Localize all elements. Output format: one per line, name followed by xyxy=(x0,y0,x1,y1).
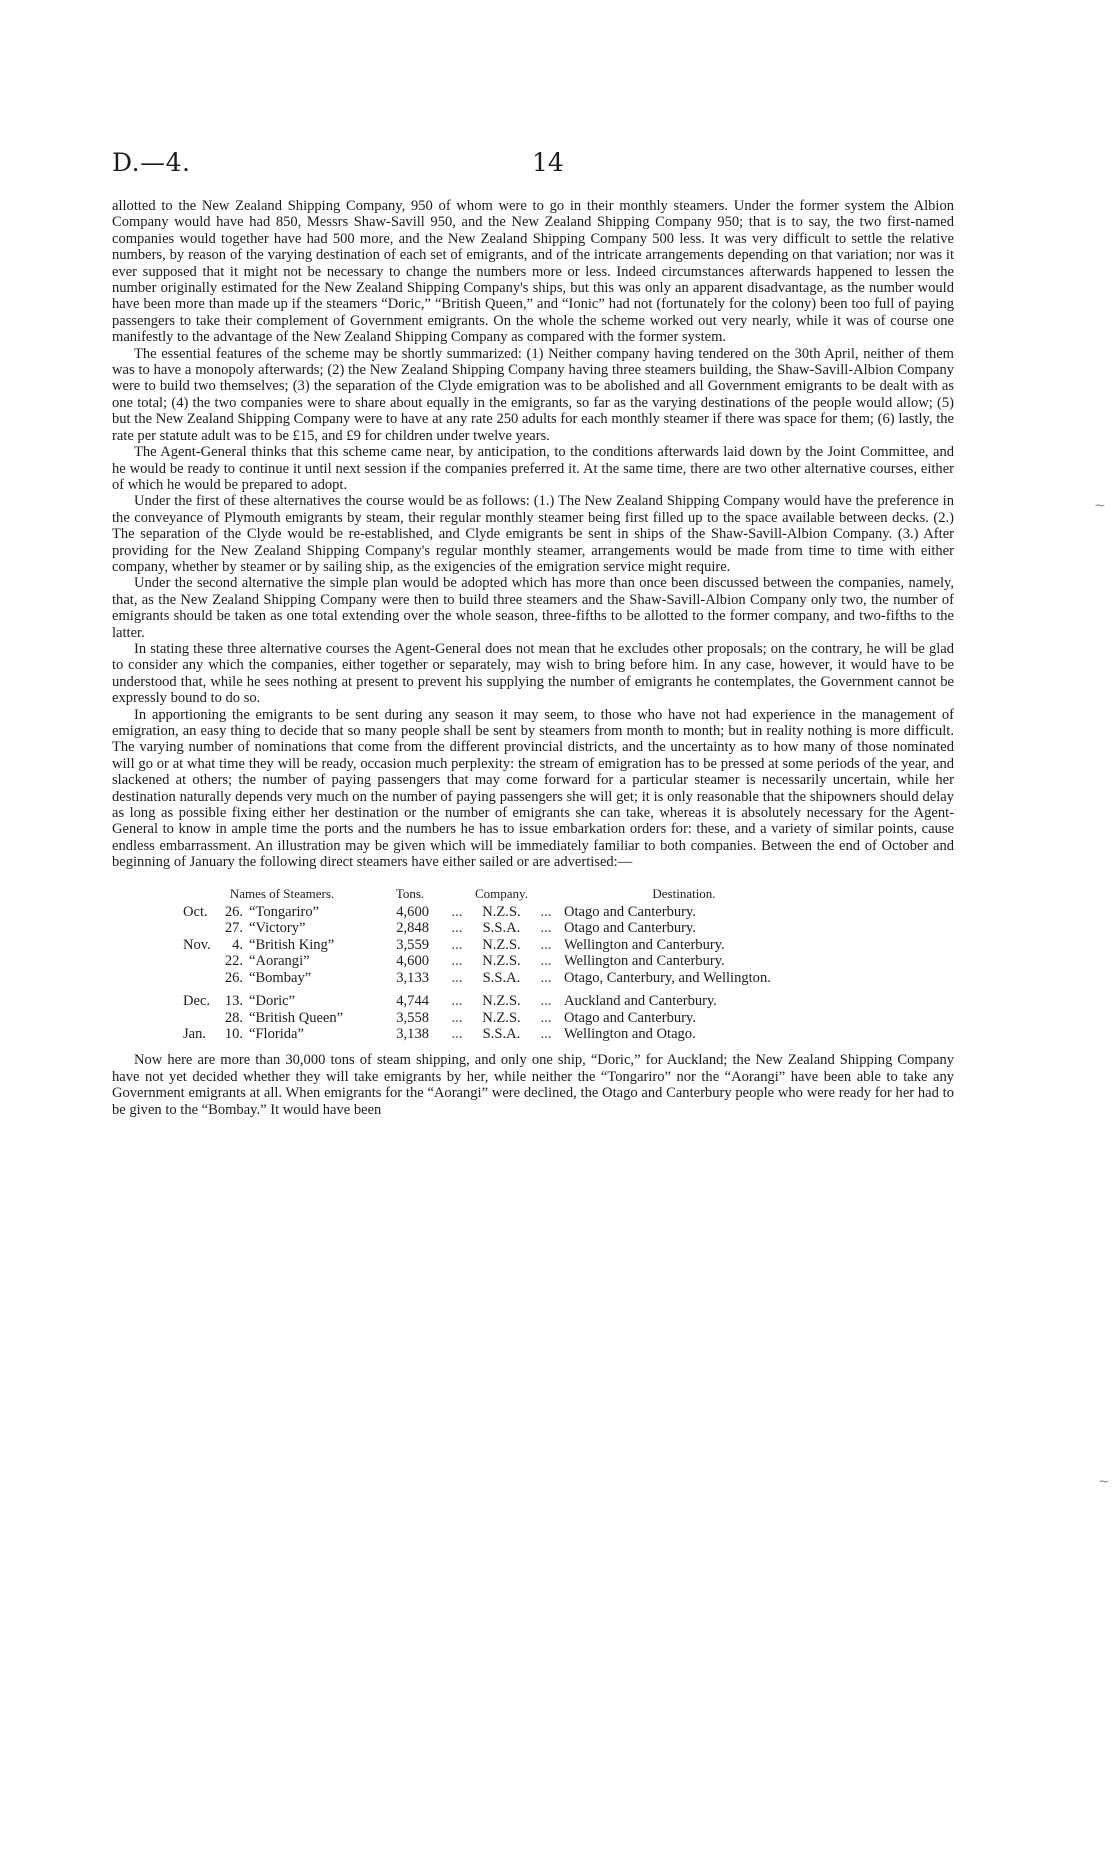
tonnage: 4,600 xyxy=(396,904,429,921)
tonnage: 3,138 xyxy=(396,1025,429,1042)
steamer-name: “British King” xyxy=(249,936,335,953)
company: N.Z.S. xyxy=(482,904,521,921)
steamer-name: “Tongariro” xyxy=(249,904,320,921)
leader-dots: ... xyxy=(451,920,463,937)
company: S.S.A. xyxy=(482,1025,521,1042)
company: N.Z.S. xyxy=(482,993,521,1010)
steamers-table xyxy=(183,886,804,1043)
destination: Otago, Canterbury, and Wellington. xyxy=(563,969,771,986)
leader-dots: ... xyxy=(540,1009,552,1026)
tonnage: 3,559 xyxy=(396,936,429,953)
destination: Otago and Canterbury. xyxy=(563,904,696,921)
leader-dots: ... xyxy=(451,904,463,921)
margin-mark: ~ xyxy=(1098,1474,1110,1490)
row-month xyxy=(183,970,221,986)
row-day: 26. xyxy=(224,904,243,921)
tonnage: 3,558 xyxy=(396,1009,429,1026)
row-day: 10. xyxy=(224,1025,243,1042)
steamer-name: “Florida” xyxy=(249,1025,304,1042)
company: N.Z.S. xyxy=(482,953,521,970)
column-header-company: Company. xyxy=(475,885,528,901)
leader-dots: ... xyxy=(451,969,463,986)
row-month: Nov. xyxy=(183,936,211,953)
steamer-name: “Doric” xyxy=(249,993,296,1010)
tonnage: 3,133 xyxy=(396,969,429,986)
destination: Wellington and Canterbury. xyxy=(563,936,725,953)
paragraph: In stating these three alternative courses the Agent-General does not mean that he excludes other proposals; on the contrary, he will be glad to consider any which the companies, either together or separately, may wish to bring before him. In any case, however, it would have to be understood that, while he sees nothing at present to prevent his supplying the number of emigrants he contemplates, the Government cannot be expressly bound to do so. xyxy=(112,640,954,707)
table-row xyxy=(183,937,804,953)
destination: Auckland and Canterbury. xyxy=(563,993,717,1010)
column-header-names: Names of Steamers. xyxy=(229,885,335,901)
row-month: Jan. xyxy=(183,1025,207,1042)
row-month: Oct. xyxy=(183,904,208,921)
column-header-destination: Destination. xyxy=(652,885,716,901)
table-row xyxy=(183,986,804,1009)
row-day: 22. xyxy=(224,953,243,970)
paragraph: Under the second alternative the simple plan would be adopted which has more than once been discussed between the companies, namely, that, as the New Zealand Shipping Company were then to build three steamers and the Shaw-Savill-Albion Company only two, the number of emigrants should be taken as one total extending over the whole season, three-fifths to be allotted to the former company, and two-fifths to the latter. xyxy=(112,575,954,641)
table-row xyxy=(183,970,804,986)
destination: Otago and Canterbury. xyxy=(563,1009,696,1026)
table-row xyxy=(183,1026,804,1042)
company: S.S.A. xyxy=(482,920,521,937)
closing-paragraph: Now here are more than 30,000 tons of steam shipping, and only one ship, “Doric,” for Auckland; the New Zealand Shipping Company have not yet decided whether they will take emigrants by her, while neither the “Tongariro” nor the “Aorangi” have been able to take any Government emigrants at all. When emigrants for the “Aorangi” were declined, the Otago and Canterbury people who were ready for her had to be given to the “Bombay.” It would have been xyxy=(112,1052,954,1118)
leader-dots: ... xyxy=(451,953,463,970)
document-id: D.—4. xyxy=(112,148,191,177)
leader-dots: ... xyxy=(540,993,552,1010)
row-month xyxy=(183,953,221,969)
leader-dots: ... xyxy=(451,993,463,1010)
steamer-name: “Victory” xyxy=(249,920,306,937)
leader-dots: ... xyxy=(451,1009,463,1026)
page-header xyxy=(112,148,952,182)
leader-dots: ... xyxy=(540,953,552,970)
row-day: 26. xyxy=(224,969,243,986)
paragraph: The Agent-General thinks that this scheme came near, by anticipation, to the conditions afterwards laid down by the Joint Committee, and he would be ready to continue it until next session if the companies preferred it. At the same time, there are two other alternative courses, either of which he would be prepared to adopt. xyxy=(112,444,954,493)
tonnage: 2,848 xyxy=(396,920,429,937)
paragraph: The essential features of the scheme may be shortly summarized: (1) Neither company having tendered on the 30th April, neither of them was to have a monopoly afterwards; (2) the New Zealand Shipping Company having three steamers building, the Shaw-Savill-Albion Company were to build two themselves; (3) the separation of the Clyde emigration was to be abolished and all Government emigrants to be dealt with as one total; (4) the two companies were to share about equally in the emigrants, so far as the varying destinations of the people would allow; (5) but the New Zealand Shipping Company were to have at any rate 250 adults for each monthly steamer if there was space for them; (6) lastly, the rate per statute adult was to be £15, and £9 for children under twelve years. xyxy=(112,345,954,444)
paragraph: In apportioning the emigrants to be sent during any season it may seem, to those who have not had experience in the management of emigration, an easy thing to decide that so many people shall be sent by steamers from month to month; but in reality nothing is more difficult. The varying number of nominations that come from the different provincial districts, and the uncertainty as to how many of those nominated will go or at what time they will be ready, occasion much perplexity: the stream of emigration has to be pressed at some periods of the year, and slackened at others; the number of paying passengers that may come forward for a particular steamer is necessarily uncertain, while her destination naturally depends very much on the number of paying passengers she will get; it is only reasonable that the shipowners should delay as long as possible fixing either her destination or the number of emigrants she can take, whereas it is absolutely necessary for the Agent-General to know in ample time the ports and the numbers he has to issue embarkation orders for: these, and a variety of similar points, cause endless embarrassment. An illustration may be given which will be immediately familiar to both companies. Between the end of October and beginning of January the following direct steamers have either sailed or are advertised:— xyxy=(112,706,954,871)
table-row xyxy=(183,953,804,969)
leader-dots: ... xyxy=(540,936,552,953)
company: S.S.A. xyxy=(482,969,521,986)
steamer-name: “Aorangi” xyxy=(249,953,310,970)
destination: Otago and Canterbury. xyxy=(563,920,696,937)
leader-dots: ... xyxy=(540,920,552,937)
paragraph: allotted to the New Zealand Shipping Company, 950 of whom were to go in their monthly steamers. Under the former system the Albion Company would have had 850, Messrs Shaw-Savill 950, and the New Zealand Shipping Company 950; that is to say, the two first-named companies would together have had 500 more, and the New Zealand Shipping Company 500 less. It was very difficult to settle the relative numbers, by reason of the varying destination of each set of emigrants, and of the intricate arrangements depending on that variation; nor was it ever supposed that it might not be necessary to change the numbers more or less. Indeed circumstances afterwards happened to lessen the number originally estimated for the New Zealand Shipping Company's ships, but this was only an apparent disadvantage, as the number would have been more than made up if the steamers “Doric,” “British Queen,” and “Ionic” had not (fortunately for the colony) been too full of paying passengers to take their complement of Government emigrants. On the whole the scheme worked out very nearly, while it was of course one manifestly to the advantage of the New Zealand Shipping Company as compared with the former system. xyxy=(112,198,954,346)
tonnage: 4,600 xyxy=(396,953,429,970)
leader-dots: ... xyxy=(540,969,552,986)
table-row xyxy=(183,904,804,920)
document-body xyxy=(112,198,954,1118)
row-day: 27. xyxy=(224,920,243,937)
steamer-name: “British Queen” xyxy=(249,1009,344,1026)
destination: Wellington and Canterbury. xyxy=(563,953,725,970)
row-day: 13. xyxy=(224,993,243,1010)
leader-dots: ... xyxy=(540,904,552,921)
margin-mark: ~ xyxy=(1094,498,1106,514)
table-row xyxy=(183,1010,804,1026)
paragraph: Under the first of these alternatives the course would be as follows: (1.) The New Zealand Shipping Company would have the preference in the conveyance of Plymouth emigrants by steam, their regular monthly steamer being first filled up to the space available between decks. (2.) The separation of the Clyde would be re-established, and Clyde emigrants be sent in ships of the Shaw-Savill-Albion Company. (3.) After providing for the New Zealand Shipping Company's regular monthly steamer, arrangements would be made from time to time with either company, whether by steamer or by sailing ship, as the exigencies of the emigration service might require. xyxy=(112,493,954,575)
leader-dots: ... xyxy=(451,936,463,953)
destination: Wellington and Otago. xyxy=(563,1025,696,1042)
leader-dots: ... xyxy=(451,1025,463,1042)
company: N.Z.S. xyxy=(482,936,521,953)
table-row xyxy=(183,920,804,936)
steamer-name: “Bombay” xyxy=(249,969,312,986)
leader-dots: ... xyxy=(540,1025,552,1042)
row-day: 4. xyxy=(232,936,243,953)
page-number: 14 xyxy=(532,148,564,177)
company: N.Z.S. xyxy=(482,1009,521,1026)
row-month xyxy=(183,920,221,936)
row-day: 28. xyxy=(224,1009,243,1026)
tonnage: 4,744 xyxy=(396,993,429,1010)
row-month: Dec. xyxy=(183,993,211,1010)
row-month xyxy=(183,1010,221,1026)
table-header-row xyxy=(183,886,804,904)
column-header-tons: Tons. xyxy=(395,885,425,901)
